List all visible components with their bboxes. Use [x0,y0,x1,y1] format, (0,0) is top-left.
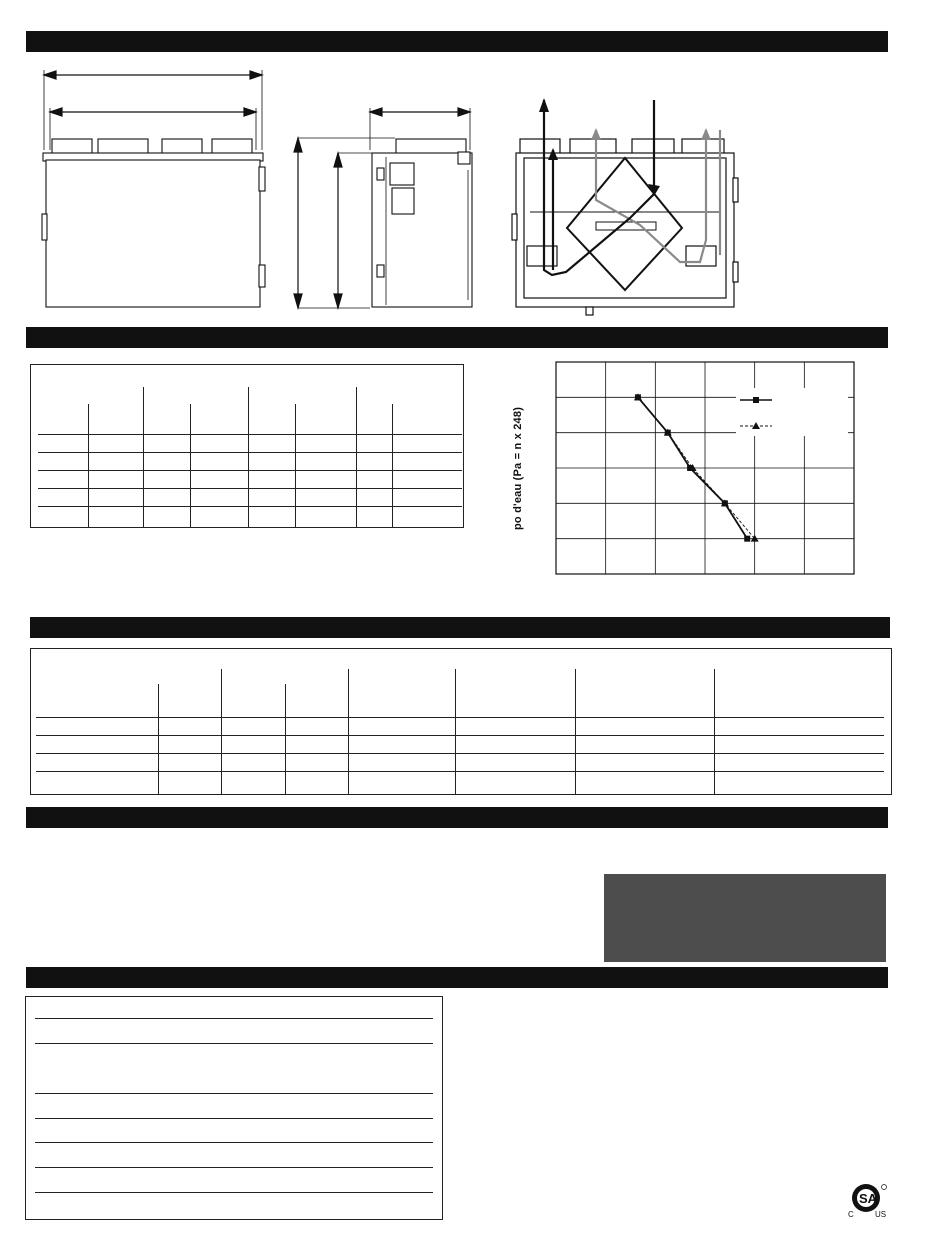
spec-col-divider [221,669,222,794]
warranty-panel [604,874,886,962]
spec-col-divider [575,669,576,794]
spec-col-divider [285,684,286,794]
perf-col-divider [190,404,191,527]
form-line [35,1142,433,1143]
form-line [35,1018,433,1019]
perf-row-line [38,470,462,471]
perf-col-divider [295,404,296,527]
spec-row-line [36,753,884,754]
legend-marker-1 [753,397,759,403]
specifier-form [25,996,443,1220]
performance-table [30,364,464,528]
form-line [35,1043,433,1044]
airflow-diagram [0,0,950,330]
spec-col-divider [158,684,159,794]
form-line [35,1167,433,1168]
section-bar-performance [26,327,888,348]
spec-col-divider [348,669,349,794]
perf-row-line [38,506,462,507]
spec-row-line [36,717,884,718]
svg-text:C: C [848,1210,854,1219]
pressure-chart [556,362,854,574]
specifications-table [30,648,892,795]
spec-row-line [36,771,884,772]
svg-text:SA: SA [859,1191,878,1206]
section-bar-specifier [26,967,888,988]
chart-y-axis-label: po d'eau (Pa = n x 248) [512,406,524,530]
perf-col-divider [88,404,89,527]
section-bar-warranty [26,807,888,828]
section-bar-specifications [30,617,890,638]
perf-row-line [38,488,462,489]
perf-row-line [38,434,462,435]
spec-col-divider [714,669,715,794]
form-line [35,1192,433,1193]
perf-col-divider [392,404,393,527]
svg-text:US: US [875,1210,887,1219]
form-line [35,1118,433,1119]
series-1-point-5 [744,536,750,542]
spec-col-divider [455,669,456,794]
perf-row-line [38,452,462,453]
csa-logo [846,1182,890,1220]
form-line [35,1093,433,1094]
spec-row-line [36,735,884,736]
